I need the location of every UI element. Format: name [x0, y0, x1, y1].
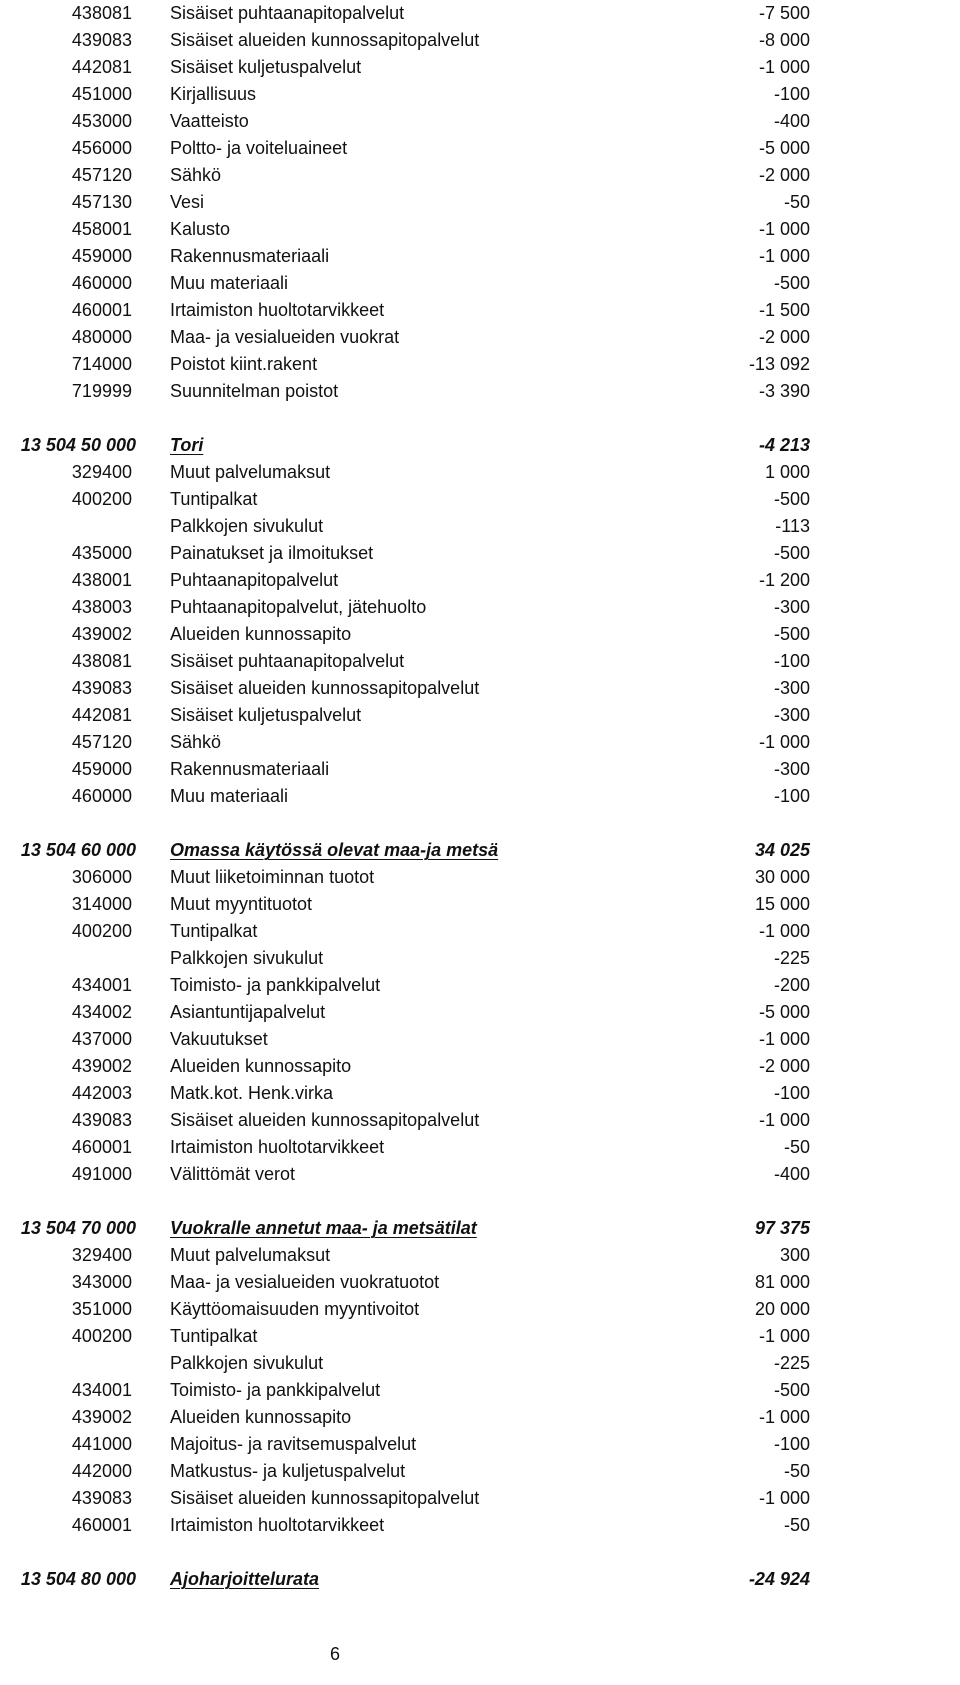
account-name: Muut palvelumaksut — [170, 1245, 331, 1265]
account-code: 442081 — [71, 705, 132, 725]
account-row — [0, 540, 960, 567]
account-row — [0, 54, 960, 81]
account-code: 442081 — [71, 57, 132, 77]
account-row — [0, 270, 960, 297]
account-code: 439083 — [71, 1110, 132, 1130]
section-account-code: 13 504 70 000 — [20, 1218, 136, 1238]
amount: -1 200 — [758, 570, 810, 590]
account-row — [0, 1404, 960, 1431]
account-code: 439083 — [71, 1488, 132, 1508]
amount: 30 000 — [754, 867, 810, 887]
amount: -1 000 — [758, 732, 810, 752]
account-code: 460000 — [71, 273, 132, 293]
account-row — [0, 81, 960, 108]
account-code: 438001 — [71, 570, 132, 590]
amount: 20 000 — [754, 1299, 810, 1319]
account-code: 400200 — [71, 489, 132, 509]
section-header-row — [0, 1566, 960, 1593]
account-name: Toimisto- ja pankkipalvelut — [170, 1380, 381, 1400]
account-name: Muu materiaali — [170, 786, 289, 806]
account-row — [0, 864, 960, 891]
account-name: Sisäiset kuljetuspalvelut — [170, 57, 362, 77]
account-code: 437000 — [71, 1029, 132, 1049]
account-row — [0, 459, 960, 486]
account-name: Matkustus- ja kuljetuspalvelut — [170, 1461, 406, 1481]
account-row — [0, 1053, 960, 1080]
account-code: 460001 — [71, 1515, 132, 1535]
account-name: Puhtaanapitopalvelut — [170, 570, 339, 590]
amount: -500 — [773, 1380, 810, 1400]
account-code: 453000 — [71, 111, 132, 131]
amount: -500 — [773, 273, 810, 293]
account-row — [0, 783, 960, 810]
account-row — [0, 1080, 960, 1107]
account-code: 491000 — [71, 1164, 132, 1184]
account-code: 480000 — [71, 327, 132, 347]
account-row — [0, 0, 960, 27]
account-name: Rakennusmateriaali — [170, 246, 330, 266]
amount: -225 — [773, 1353, 810, 1373]
account-name: Sähkö — [170, 165, 222, 185]
account-name: Irtaimiston huoltotarvikkeet — [170, 300, 385, 320]
section-header-row — [0, 837, 960, 864]
account-code: 314000 — [71, 894, 132, 914]
account-code: 438081 — [71, 3, 132, 23]
section-amount: 97 375 — [754, 1218, 810, 1238]
account-row — [0, 1161, 960, 1188]
account-name: Kalusto — [170, 219, 231, 239]
account-code: 460001 — [71, 300, 132, 320]
account-code: 343000 — [71, 1272, 132, 1292]
account-name: Suunnitelman poistot — [170, 381, 339, 401]
account-name: Vaatteisto — [170, 111, 249, 131]
account-name: Asiantuntijapalvelut — [170, 1002, 326, 1022]
amount: -13 092 — [748, 354, 810, 374]
account-code: 329400 — [71, 462, 132, 482]
account-name: Sisäiset alueiden kunnossapitopalvelut — [170, 678, 480, 698]
account-name: Alueiden kunnossapito — [170, 624, 352, 644]
account-name: Sisäiset puhtaanapitopalvelut — [170, 3, 405, 23]
amount: -100 — [773, 84, 810, 104]
account-row — [0, 1107, 960, 1134]
account-code: 442000 — [71, 1461, 132, 1481]
account-name: Käyttöomaisuuden myyntivoitot — [170, 1299, 420, 1319]
account-code: 714000 — [71, 354, 132, 374]
account-code: 457120 — [71, 732, 132, 752]
account-row — [0, 594, 960, 621]
account-code: 441000 — [71, 1434, 132, 1454]
account-name: Sisäiset kuljetuspalvelut — [170, 705, 362, 725]
account-name: Sisäiset alueiden kunnossapitopalvelut — [170, 1488, 480, 1508]
amount: -50 — [783, 192, 810, 212]
account-name: Poistot kiint.rakent — [170, 354, 318, 374]
account-name: Vesi — [170, 192, 205, 212]
account-code: 459000 — [71, 246, 132, 266]
account-code: 460000 — [71, 786, 132, 806]
amount: -8 000 — [758, 30, 810, 50]
section-account-code: 13 504 50 000 — [20, 435, 136, 455]
account-row — [0, 1134, 960, 1161]
account-row — [0, 513, 960, 540]
account-row — [0, 27, 960, 54]
account-row — [0, 162, 960, 189]
amount: -100 — [773, 1083, 810, 1103]
account-name: Tuntipalkat — [170, 1326, 258, 1346]
account-name: Irtaimiston huoltotarvikkeet — [170, 1515, 385, 1535]
account-name: Välittömät verot — [170, 1164, 296, 1184]
account-code: 456000 — [71, 138, 132, 158]
section-account-name: Vuokralle annetut maa- ja metsätilat — [170, 1218, 477, 1238]
account-row — [0, 1431, 960, 1458]
amount: -100 — [773, 1434, 810, 1454]
account-row — [0, 1377, 960, 1404]
account-row — [0, 324, 960, 351]
account-code: 329400 — [71, 1245, 132, 1265]
account-code: 439002 — [71, 624, 132, 644]
amount: -500 — [773, 543, 810, 563]
account-code: 460001 — [71, 1137, 132, 1157]
page-number: 6 — [329, 1644, 340, 1664]
account-row — [0, 891, 960, 918]
account-row — [0, 108, 960, 135]
account-code: 400200 — [71, 1326, 132, 1346]
account-name: Muu materiaali — [170, 273, 289, 293]
account-name: Palkkojen sivukulut — [170, 1353, 324, 1373]
account-row — [0, 189, 960, 216]
account-name: Tuntipalkat — [170, 921, 258, 941]
amount: -500 — [773, 489, 810, 509]
account-row — [0, 756, 960, 783]
account-code: 439083 — [71, 678, 132, 698]
amount: -113 — [775, 516, 810, 536]
account-name: Palkkojen sivukulut — [170, 516, 324, 536]
account-row — [0, 999, 960, 1026]
account-name: Sähkö — [170, 732, 222, 752]
account-name: Muut palvelumaksut — [170, 462, 331, 482]
account-row — [0, 1458, 960, 1485]
amount: -1 000 — [758, 246, 810, 266]
amount: -5 000 — [758, 1002, 810, 1022]
amount: -300 — [773, 597, 810, 617]
account-code: 434001 — [71, 1380, 132, 1400]
amount: -50 — [783, 1137, 810, 1157]
account-code: 719999 — [71, 381, 132, 401]
account-name: Maa- ja vesialueiden vuokratuotot — [170, 1272, 440, 1292]
amount: 300 — [779, 1245, 810, 1265]
account-row — [0, 351, 960, 378]
account-name: Irtaimiston huoltotarvikkeet — [170, 1137, 385, 1157]
account-name: Sisäiset alueiden kunnossapitopalvelut — [170, 1110, 480, 1130]
amount: 81 000 — [754, 1272, 810, 1292]
section-account-name: Omassa käytössä olevat maa-ja metsä — [170, 840, 499, 860]
account-code: 439002 — [71, 1056, 132, 1076]
amount: -5 000 — [758, 138, 810, 158]
amount: -1 000 — [758, 1110, 810, 1130]
amount: -400 — [773, 1164, 810, 1184]
account-row — [0, 621, 960, 648]
amount: -1 000 — [758, 57, 810, 77]
amount: -2 000 — [758, 1056, 810, 1076]
amount: -1 000 — [758, 219, 810, 239]
account-row — [0, 1242, 960, 1269]
amount: -2 000 — [758, 327, 810, 347]
amount: -500 — [773, 624, 810, 644]
account-row — [0, 243, 960, 270]
account-code: 438081 — [71, 651, 132, 671]
account-code: 434002 — [71, 1002, 132, 1022]
account-code: 458001 — [71, 219, 132, 239]
account-row — [0, 972, 960, 999]
account-code: 306000 — [71, 867, 132, 887]
section-amount: -4 213 — [758, 435, 810, 455]
account-name: Sisäiset alueiden kunnossapitopalvelut — [170, 30, 480, 50]
amount: -2 000 — [758, 165, 810, 185]
account-name: Puhtaanapitopalvelut, jätehuolto — [170, 597, 427, 617]
account-name: Muut liiketoiminnan tuotot — [170, 867, 375, 887]
account-name: Palkkojen sivukulut — [170, 948, 324, 968]
account-code: 351000 — [71, 1299, 132, 1319]
account-row — [0, 702, 960, 729]
account-name: Kirjallisuus — [170, 84, 257, 104]
amount: -400 — [773, 111, 810, 131]
account-name: Poltto- ja voiteluaineet — [170, 138, 348, 158]
account-row — [0, 1026, 960, 1053]
section-amount: -24 924 — [748, 1569, 810, 1589]
account-code: 439083 — [71, 30, 132, 50]
account-row — [0, 486, 960, 513]
account-code: 435000 — [71, 543, 132, 563]
amount: -3 390 — [758, 381, 810, 401]
account-name: Sisäiset puhtaanapitopalvelut — [170, 651, 405, 671]
account-code: 438003 — [71, 597, 132, 617]
amount: 1 000 — [764, 462, 810, 482]
amount: -1 000 — [758, 1407, 810, 1427]
account-name: Alueiden kunnossapito — [170, 1056, 352, 1076]
account-row — [0, 675, 960, 702]
amount: -225 — [773, 948, 810, 968]
account-name: Majoitus- ja ravitsemuspalvelut — [170, 1434, 417, 1454]
amount: -50 — [783, 1461, 810, 1481]
account-code: 439002 — [71, 1407, 132, 1427]
account-row — [0, 1485, 960, 1512]
account-name: Matk.kot. Henk.virka — [170, 1083, 334, 1103]
account-row — [0, 135, 960, 162]
amount: -100 — [773, 786, 810, 806]
account-name: Toimisto- ja pankkipalvelut — [170, 975, 381, 995]
amount: -100 — [773, 651, 810, 671]
account-name: Muut myyntituotot — [170, 894, 313, 914]
amount: -1 000 — [758, 1029, 810, 1049]
account-row — [0, 567, 960, 594]
account-row — [0, 1512, 960, 1539]
section-account-code: 13 504 80 000 — [20, 1569, 136, 1589]
amount: -1 000 — [758, 1488, 810, 1508]
account-code: 457130 — [71, 192, 132, 212]
amount: 15 000 — [754, 894, 810, 914]
account-name: Painatukset ja ilmoitukset — [170, 543, 374, 563]
account-code: 442003 — [71, 1083, 132, 1103]
amount: -300 — [773, 678, 810, 698]
account-row — [0, 216, 960, 243]
account-name: Maa- ja vesialueiden vuokrat — [170, 327, 400, 347]
account-name: Tuntipalkat — [170, 489, 258, 509]
account-row — [0, 945, 960, 972]
amount: -300 — [773, 705, 810, 725]
section-header-row — [0, 1215, 960, 1242]
account-row — [0, 1323, 960, 1350]
account-code: 459000 — [71, 759, 132, 779]
account-code: 451000 — [71, 84, 132, 104]
amount: -200 — [773, 975, 810, 995]
section-amount: 34 025 — [754, 840, 810, 860]
section-account-code: 13 504 60 000 — [20, 840, 136, 860]
account-row — [0, 729, 960, 756]
account-row — [0, 378, 960, 405]
amount: -1 000 — [758, 921, 810, 941]
amount: -50 — [783, 1515, 810, 1535]
account-name: Vakuutukset — [170, 1029, 268, 1049]
account-code: 457120 — [71, 165, 132, 185]
account-code: 434001 — [71, 975, 132, 995]
account-code: 400200 — [71, 921, 132, 941]
section-account-name: Ajoharjoittelurata — [170, 1569, 320, 1589]
account-name: Rakennusmateriaali — [170, 759, 330, 779]
account-row — [0, 1269, 960, 1296]
amount: -7 500 — [758, 3, 810, 23]
account-row — [0, 297, 960, 324]
account-row — [0, 918, 960, 945]
amount: -300 — [773, 759, 810, 779]
account-row — [0, 1296, 960, 1323]
amount: -1 500 — [758, 300, 810, 320]
section-header-row — [0, 432, 960, 459]
account-row — [0, 648, 960, 675]
account-name: Alueiden kunnossapito — [170, 1407, 352, 1427]
amount: -1 000 — [758, 1326, 810, 1346]
account-row — [0, 1350, 960, 1377]
section-account-name: Tori — [170, 435, 204, 455]
